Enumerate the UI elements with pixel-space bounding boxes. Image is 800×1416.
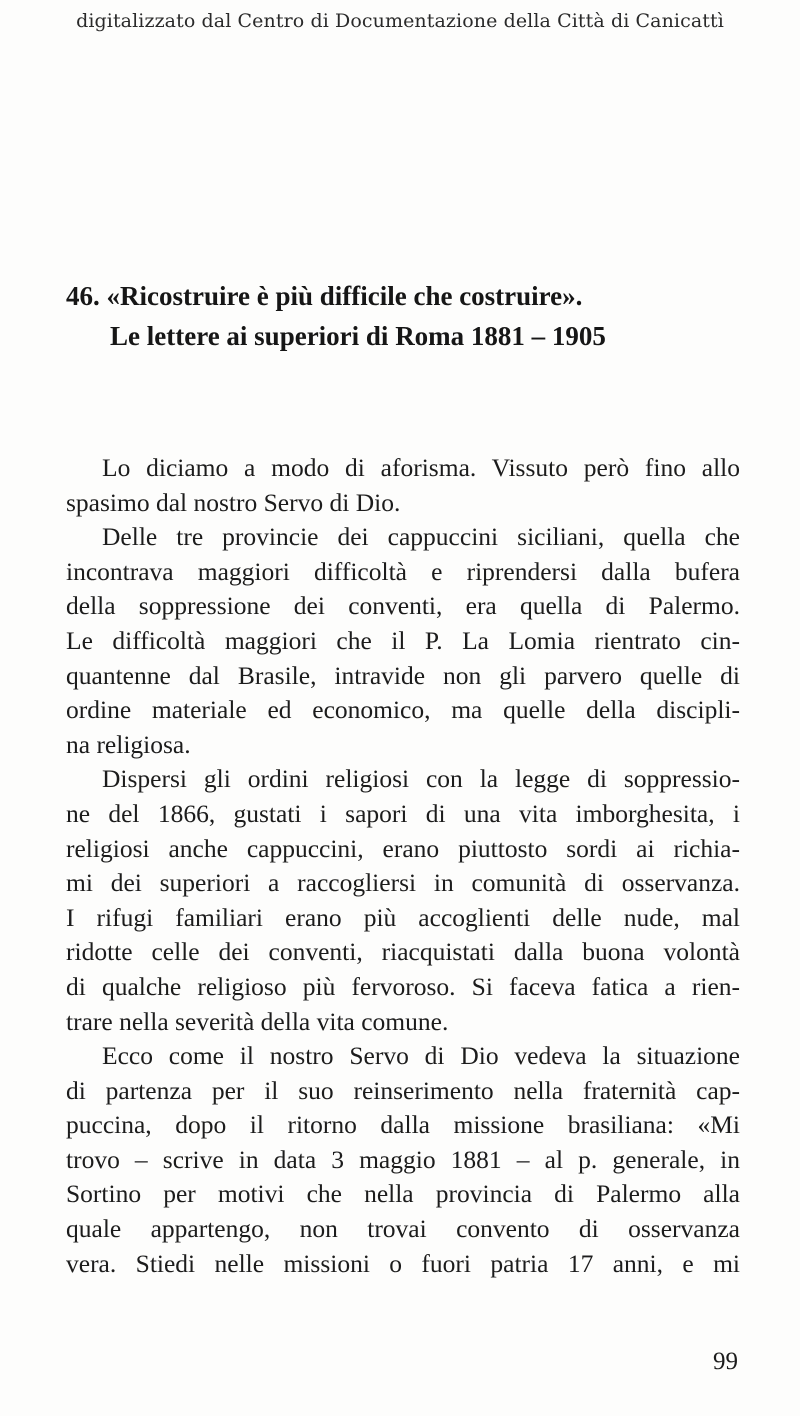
text-line: Sortino per motivi che nella provincia di Palermo alla: [66, 1179, 740, 1209]
text-line: trovo – scrive in data 3 maggio 1881 – al p. generale, in: [66, 1144, 740, 1174]
text-line: trare nella severità della vita comune.: [66, 1006, 449, 1036]
text-line: religiosi anche cappuccini, erano piuttosto sordi ai richia-: [66, 833, 740, 863]
text-line: di partenza per il suo reinserimento nella fraternità cap-: [66, 1075, 740, 1105]
chapter-title-line-2: Le lettere ai superiori di Roma 1881 – 1905: [110, 321, 606, 351]
text-line: mi dei superiori a raccogliersi in comunità di osservanza.: [66, 868, 740, 898]
text-line: I rifugi familiari erano più accoglienti delle nude, mal: [66, 902, 740, 932]
text-line: quantenne dal Brasile, intravide non gli parvero quelle di: [66, 660, 740, 690]
paragraph-2: [66, 520, 740, 762]
paragraph-1: [66, 451, 740, 520]
text-line: na religiosa.: [66, 729, 191, 759]
text-line: incontrava maggiori difficoltà e riprendersi dalla bufera: [66, 556, 740, 586]
text-line: Ecco come il nostro Servo di Dio vedeva la situazione: [102, 1041, 740, 1071]
text-line: di qualche religioso più fervoroso. Si faceva fatica a rien-: [66, 971, 740, 1001]
text-line: della soppressione dei conventi, era quella di Palermo.: [66, 591, 740, 621]
chapter-title: [66, 276, 606, 356]
body-text: [66, 451, 740, 1281]
text-line: vera. Stiedi nelle missioni o fuori patria 17 anni, e mi: [66, 1248, 740, 1278]
text-line: Lo diciamo a modo di aforisma. Vissuto però fino allo: [102, 453, 740, 482]
paragraph-4: [66, 1039, 740, 1281]
paragraph-3: [66, 762, 740, 1039]
text-line: Dispersi gli ordini religiosi con la legge di soppressio-: [102, 764, 740, 794]
text-line: ordine materiale ed economico, ma quelle della discipli-: [66, 695, 740, 725]
text-line: spasimo dal nostro Servo di Dio.: [66, 487, 401, 517]
text-line: ne del 1866, gustati i sapori di una vita imborghesita, i: [66, 798, 740, 828]
digitization-watermark: digitalizzato dal Centro di Documentazione della Città di Canicattì: [76, 10, 724, 32]
text-line: Le difficoltà maggiori che il P. La Lomia rientrato cin-: [66, 625, 740, 655]
text-line: puccina, dopo il ritorno dalla missione brasiliana: «Mi: [66, 1110, 740, 1140]
page-number: 99: [713, 1348, 738, 1375]
chapter-title-line-1: 46. «Ricostruire è più difficile che costruire».: [66, 281, 583, 311]
text-line: quale appartengo, non trovai convento di osservanza: [66, 1214, 740, 1244]
text-line: Delle tre provincie dei cappuccini siciliani, quella che: [102, 522, 740, 552]
text-line: ridotte celle dei conventi, riacquistati dalla buona volontà: [66, 937, 740, 967]
